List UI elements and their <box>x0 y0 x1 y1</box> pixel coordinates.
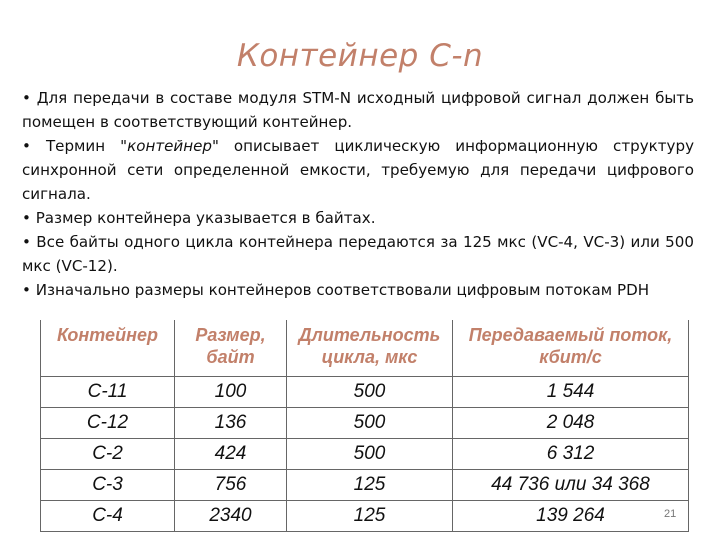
header-stream-rate: Передаваемый поток, кбит/с <box>453 320 689 377</box>
table-cell: 500 <box>287 439 453 470</box>
table-cell: C-3 <box>41 470 175 501</box>
table-cell: 139 264 <box>453 501 689 532</box>
table-cell: C-2 <box>41 439 175 470</box>
bullet-text: • Термин " <box>22 137 128 155</box>
table-row <box>41 470 689 501</box>
table-cell: 136 <box>175 408 287 439</box>
header-cycle-duration: Длительность цикла, мкс <box>287 320 453 377</box>
table-cell: 500 <box>287 408 453 439</box>
table-cell: 2340 <box>175 501 287 532</box>
table-cell: 500 <box>287 377 453 408</box>
table-cell: 6 312 <box>453 439 689 470</box>
table-cell: 424 <box>175 439 287 470</box>
bullet-item <box>22 206 694 230</box>
bullet-list <box>22 86 694 302</box>
bullet-emphasis: контейнер <box>127 137 212 155</box>
table-cell: 2 048 <box>453 408 689 439</box>
table-row <box>41 408 689 439</box>
bullet-text: • Все байты одного цикла контейнера передаются за 125 мкс (VC-4, VC-3) или 500 мкс (VC-12). <box>22 233 694 275</box>
bullet-item <box>22 86 694 134</box>
table-cell: C-12 <box>41 408 175 439</box>
bullet-text: • Для передачи в составе модуля STM-N исходный цифровой сигнал должен быть помещен в соответствующий контейнер. <box>22 89 694 131</box>
table-row <box>41 501 689 532</box>
table-header-row <box>41 320 689 377</box>
table-row <box>41 439 689 470</box>
header-size: Размер, байт <box>175 320 287 377</box>
header-container: Контейнер <box>41 320 175 377</box>
bullet-text: • Изначально размеры контейнеров соответствовали цифровым потокам PDH <box>22 281 650 299</box>
table-cell: C-4 <box>41 501 175 532</box>
table-cell: 756 <box>175 470 287 501</box>
table <box>40 320 689 532</box>
table-cell: 44 736 или 34 368 <box>453 470 689 501</box>
page-number: 21 <box>664 508 677 520</box>
container-table <box>40 320 688 532</box>
bullet-text: • Размер контейнера указывается в байтах. <box>22 209 376 227</box>
table-cell: 1 544 <box>453 377 689 408</box>
table-cell: C-11 <box>41 377 175 408</box>
bullet-item <box>22 278 694 302</box>
slide-title: Контейнер C-n <box>236 38 484 74</box>
table-cell: 125 <box>287 501 453 532</box>
table-cell: 100 <box>175 377 287 408</box>
bullet-text: " описывает циклическую информационную структуру синхронной сети определенной емкости, требуемую для передачи цифрового сигнала. <box>22 137 695 203</box>
table-row <box>41 377 689 408</box>
table-cell: 125 <box>287 470 453 501</box>
bullet-item <box>22 230 694 278</box>
bullet-item <box>22 134 694 206</box>
